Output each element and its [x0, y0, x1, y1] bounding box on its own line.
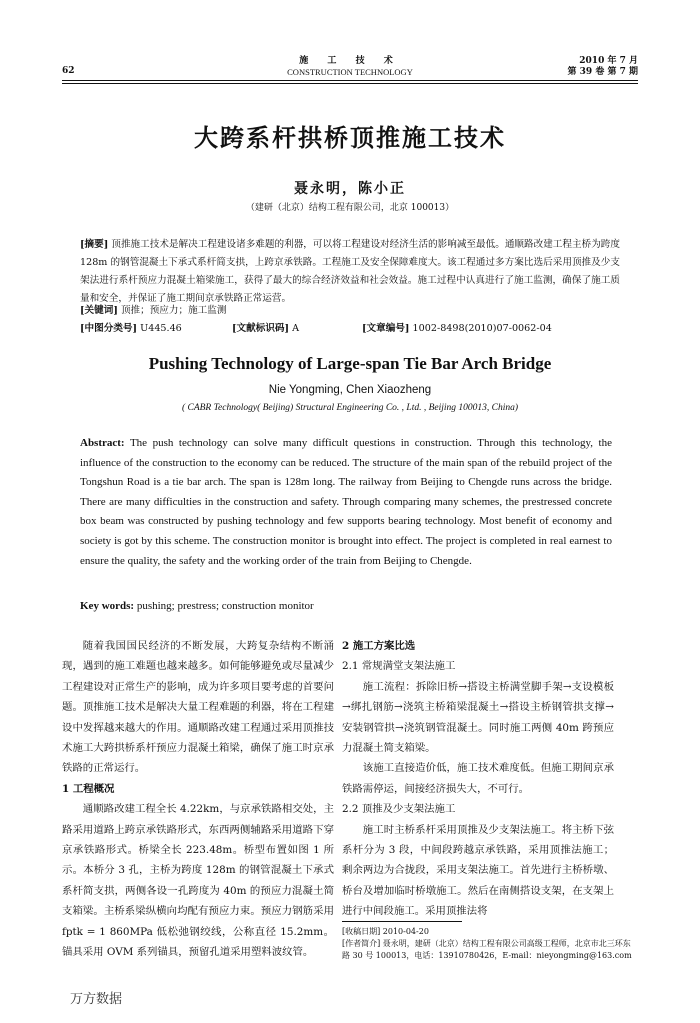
keywords-label-zh: [关键词] [80, 305, 118, 316]
header-rule-thin [62, 83, 638, 84]
keywords-text-zh: 顶推；预应力；施工监测 [120, 305, 227, 316]
doc-code-label: [文献标识码] [232, 323, 290, 334]
article-title-zh: 大跨系杆拱桥顶推施工技术 [194, 123, 506, 152]
doc-code [232, 320, 299, 338]
intro-paragraph: 随着我国国民经济的不断发展，大跨复杂结构不断涌现，遇到的施工难题也越来越多。如何能够避免或尽量减少工程建设对正常生产的影响，成为许多项目要考虑的首要问题。顶推施工技术是解决大量工程难题的利器，将在工程建设中发挥越来越大的作用。通顺路改建工程通过采用顶推技术施工大跨拱桥系杆预应力混凝土箱梁，确保了施工时京承铁路的正常运行。 [62, 640, 334, 775]
abstract-text-zh: 顶推施工技术是解决工程建设诸多难题的利器，可以将工程建设对经济生活的影响减至最低。通顺路改建工程主桥为跨度 128m 的钢管混凝土下承式系杆简支拱，上跨京承铁路。工程施工及安全保障难度大。该工程通过多方案比选后采用顶推及少支架法进行系杆预应力混凝土箱梁施工，获得了最大的综合经济效益和社会效益。施工过程中认真进行了施工监测，确保了施工质量和安全，并保证了施工期间京承铁路正常运营。 [80, 239, 620, 304]
header-rule [62, 80, 638, 81]
keywords-label-en: Key words: [80, 600, 135, 612]
clc-code [80, 320, 182, 338]
running-header-issue [568, 56, 638, 78]
doc-code-value: A [292, 323, 300, 334]
keywords-en [80, 600, 314, 612]
affiliation-zh: （建研（北京）结构工程有限公司，北京 100013） [245, 203, 455, 213]
issue-date: 2010 年 7 月 [579, 56, 638, 66]
clc-value: U445.46 [140, 323, 182, 334]
keywords-zh [80, 302, 226, 320]
running-header-journal [250, 56, 450, 78]
article-no-label: [文章编号] [362, 323, 410, 334]
article-number [362, 320, 552, 338]
section-heading: 2 施工方案比选 [342, 640, 416, 652]
author-intro: [作者简介] 聂永明，建研（北京）结构工程有限公司高级工程师，北京市北三环东路 30 号 100013，电话：13910780426，E-mail：nieyongming@163.com [342, 939, 632, 960]
affiliation-en: ( CABR Technology( Beijing) Structural Engineering Co. , Ltd. , Beijing 100013, China) [181, 403, 519, 413]
section-paragraph: 通顺路改建工程全长 4.22km，与京承铁路相交处，主路采用道路上跨京承铁路形式，东西两侧辅路采用道路下穿京承铁路形式。桥梁全长 223.48m。桥型布置如图 1 所示。本桥分 3 孔，主桥为跨度 128m 的钢管混凝土下承式系杆简支拱，两侧各设一孔跨度为 40m 的预应力混凝土简支箱梁。主桥系梁纵横向均配有预应力束。预应力钢筋采用 fptk = 1 860MPa 低松弛钢绞线，公称直径 15.2mm。锚具采用 OVM 系列锚具，预留孔道采用塑料波纹管。 [62, 803, 334, 959]
subsection-heading: 2.1 常规满堂支架法施工 [342, 660, 456, 673]
footnote-rule [342, 921, 462, 922]
authors-zh: 聂永明，陈小正 [294, 181, 406, 197]
subsection-heading: 2.2 顶推及少支架法施工 [342, 803, 456, 816]
abstract-label-zh: [摘要] [80, 239, 109, 250]
abstract-en [80, 434, 612, 571]
received-date: [收稿日期] 2010-04-20 [342, 927, 429, 936]
page-number: 62 [62, 66, 75, 76]
section-paragraph: 施工时主桥系杆采用顶推及少支架法施工。将主桥下弦系杆分为 3 段，中间段跨越京承铁路，采用顶推法施工；剩余两边为合拢段，采用支架法施工。首先进行主桥桥墩、桥台及增加临时桥墩施工。然后在南侧搭设支架，在支架上进行中间段施工。采用顶推法将 [342, 823, 614, 918]
article-no-value: 1002-8498(2010)07-0062-04 [412, 323, 552, 334]
section-paragraph: 施工流程：拆除旧桥→搭设主桥满堂脚手架→支设模板→绑扎钢筋→浇筑主桥箱梁混凝土→搭设主桥钢管拱支撑→安装钢管拱→浇筑钢管混凝土。同时施工两侧 40m 跨预应力混凝土简支箱梁。 [342, 680, 614, 755]
article-title-en: Pushing Technology of Large-span Tie Bar Arch Bridge [148, 354, 552, 373]
abstract-label-en: Abstract: [80, 437, 125, 449]
watermark-text: 万方数据 [70, 992, 123, 1007]
abstract-text-en: The push technology can solve many difficult questions in construction. Through this technology, the influence of the construction to the economy can be reduced. The structure of the main span of the rebuild project of the Tongshun Road is a tie bar arch. The span is 128m long. The railway from Beijing to Chengde runs across the bridge. There are many difficulties in the construction and safety. Through comparing many schemes, the prestressed concrete box beam was constructed by pushing technology and few supports bearing technology. Most benefit of economy and society is got by this scheme. The construction monitor is brought into effect. The project is completed in real earnest to ensure the quality, the safety and the working order of the train from Beijing to Chengde. [80, 437, 612, 567]
abstract-zh [80, 236, 620, 308]
footnote [342, 926, 632, 962]
body-column-right [342, 636, 614, 922]
keywords-text-en: pushing; prestress; construction monitor [136, 600, 314, 612]
journal-name-zh: 施 工 技 术 [299, 56, 401, 66]
volume-issue: 第 39 卷 第 7 期 [567, 67, 638, 77]
clc-label: [中图分类号] [80, 323, 138, 334]
authors-en: Nie Yongming, Chen Xiaozheng [268, 384, 432, 396]
body-column-left [62, 636, 334, 963]
section-paragraph: 该施工直接造价低，施工技术难度低。但施工期间京承铁路需停运，间接经济损失大，不可行。 [342, 762, 614, 795]
journal-name-en: CONSTRUCTION TECHNOLOGY [287, 67, 413, 77]
section-heading: 1 工程概况 [62, 782, 115, 795]
